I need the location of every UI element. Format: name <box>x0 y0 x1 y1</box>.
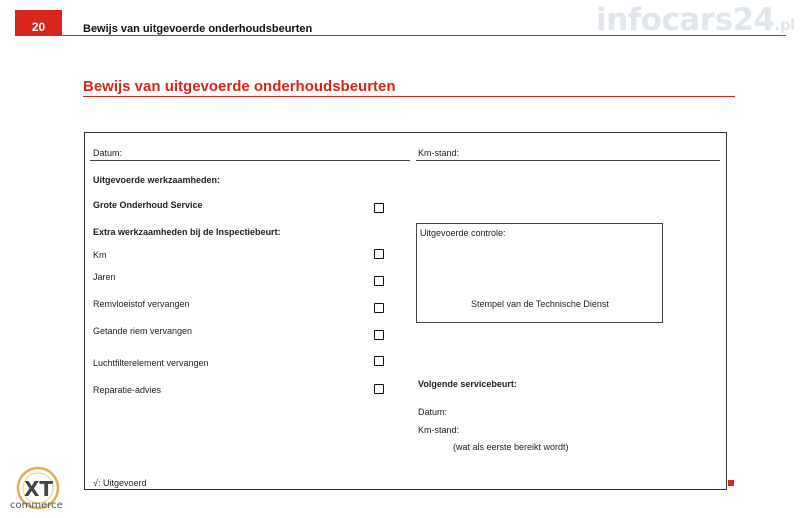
item-repair-advice-label: Reparatie-advies <box>93 385 162 395</box>
extra-work-heading: Extra werkzaamheden bij de Inspectiebeurt: <box>93 227 281 237</box>
next-km-label: Km-stand: <box>418 425 460 435</box>
watermark <box>596 2 795 38</box>
major-service-checkbox[interactable] <box>374 203 384 213</box>
item-timing-belt-label: Getande riem vervangen <box>93 326 193 336</box>
item-air-filter-checkbox[interactable] <box>374 356 384 366</box>
date-label: Datum: <box>93 148 123 158</box>
item-air-filter-label: Luchtfilterelement vervangen <box>93 358 209 368</box>
svg-text:XT: XT <box>24 477 54 501</box>
km-field-line[interactable] <box>416 160 720 161</box>
section-rule <box>83 96 735 97</box>
work-heading: Uitgevoerde werkzaamheden: <box>93 175 221 185</box>
page-number: 20 <box>15 10 62 36</box>
next-service-note: (wat als eerste bereikt wordt) <box>453 442 569 452</box>
section-title: Bewijs van uitgevoerde onderhoudsbeurten <box>83 78 396 95</box>
item-km-label: Km <box>93 250 107 260</box>
header-title: Bewijs van uitgevoerde onderhoudsbeurten <box>83 23 313 35</box>
logo-text: commerce <box>10 500 63 511</box>
item-repair-advice-checkbox[interactable] <box>374 384 384 394</box>
item-years-checkbox[interactable] <box>374 276 384 286</box>
item-brake-fluid-checkbox[interactable] <box>374 303 384 313</box>
watermark-main: infocars24 <box>596 2 775 38</box>
item-brake-fluid-label: Remvloeistof vervangen <box>93 299 190 309</box>
corner-mark <box>728 480 734 486</box>
next-date-label: Datum: <box>418 407 448 417</box>
control-label: Uitgevoerde controle: <box>420 228 506 238</box>
date-field-line[interactable] <box>90 160 410 161</box>
item-km-checkbox[interactable] <box>374 249 384 259</box>
major-service-label: Grote Onderhoud Service <box>93 200 203 210</box>
legend-done: √: Uitgevoerd <box>93 478 147 488</box>
stamp-label: Stempel van de Technische Dienst <box>471 299 609 309</box>
km-label: Km-stand: <box>418 148 460 158</box>
item-timing-belt-checkbox[interactable] <box>374 330 384 340</box>
watermark-suffix: .pl <box>774 16 795 34</box>
item-years-label: Jaren <box>93 272 116 282</box>
next-service-heading: Volgende servicebeurt: <box>418 379 517 389</box>
